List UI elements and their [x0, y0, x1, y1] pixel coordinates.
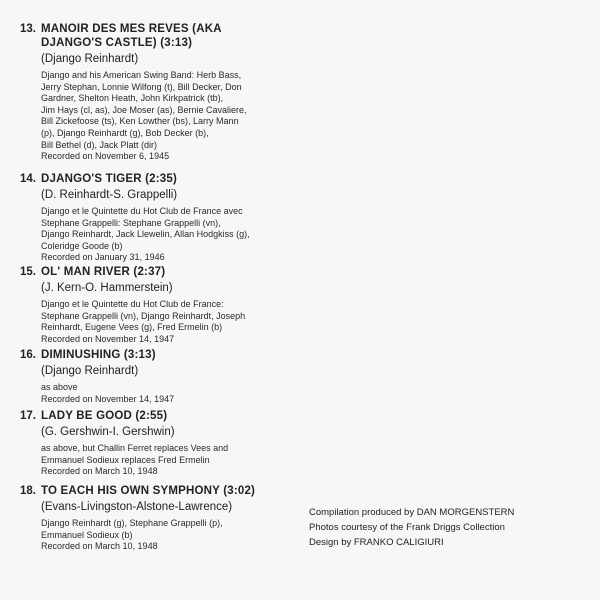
- track-17: [20, 409, 320, 478]
- track-title: OL' MAN RIVER (2:37): [41, 266, 166, 278]
- track-title: DIMINUSHING (3:13): [41, 349, 156, 361]
- track-details: as above, but Challin Ferret replaces Vees and Emmanuel Sodieux replaces Fred Ermelin Recorded on March 10, 1948: [41, 443, 229, 477]
- track-composer: (Evans-Livingston-Alstone-Lawrence): [41, 501, 233, 513]
- track-details: Django and his American Swing Band: Herb Bass, Jerry Stephan, Lonnie Wilfong (t), Bill Decker, Don Gardner, Shelton Heath, John Kirkpatrick (tb), Jim Hays (cl, as), Joe Moser (as), Bernie Cavaliere, Bill Zickefoose (ts), Ken Lowther (bs), Larry Mann (p), Django Reinhardt (g), Bob Decker (b), Bill Bethel (d), Jack Platt (dir) Recorded on November 6, 1945: [41, 70, 247, 162]
- track-title: MANOIR DES MES REVES (AKA DJANGO'S CASTLE) (3:13): [41, 23, 222, 49]
- track-number: 15.: [20, 266, 36, 278]
- compilation-credit: Compilation produced by DAN MORGENSTERN: [309, 507, 515, 518]
- track-details: Django et le Quintette du Hot Club de France: Stephane Grappelli (vn), Django Reinhardt, Joseph Reinhardt, Eugene Vees (g), Fred Ermelin (b) Recorded on November 14, 1947: [41, 299, 246, 344]
- photo-credit: Photos courtesy of the Frank Driggs Collection: [309, 522, 505, 533]
- track-title: LADY BE GOOD (2:55): [41, 410, 168, 422]
- track-15: [20, 265, 320, 345]
- track-18: [20, 484, 320, 553]
- track-composer: (J. Kern-O. Hammerstein): [41, 282, 173, 294]
- track-number: 13.: [20, 23, 36, 35]
- track-title: DJANGO'S TIGER (2:35): [41, 173, 178, 185]
- track-number: 14.: [20, 173, 36, 185]
- track-13: [20, 22, 320, 163]
- production-credits: [309, 505, 589, 550]
- track-composer: (D. Reinhardt-S. Grappelli): [41, 189, 178, 201]
- track-details: as above Recorded on November 14, 1947: [41, 382, 175, 404]
- track-16: [20, 348, 320, 405]
- track-details: Django et le Quintette du Hot Club de France avec Stephane Grappelli: Stephane Grappelli (vn), Django Reinhardt, Jack Llewelin, Allan Hodgkiss (g), Coleridge Goode (b) Recorded on January 31, 1946: [41, 206, 250, 263]
- track-details: Django Reinhardt (g), Stephane Grappelli (p), Emmanuel Sodieux (b) Recorded on March 10, 1948: [41, 518, 223, 552]
- track-number: 18.: [20, 485, 36, 497]
- track-title: TO EACH HIS OWN SYMPHONY (3:02): [41, 485, 256, 497]
- track-composer: (Django Reinhardt): [41, 365, 139, 377]
- design-credit: Design by FRANKO CALIGIURI: [309, 537, 444, 548]
- track-composer: (Django Reinhardt): [41, 53, 139, 65]
- track-number: 17.: [20, 410, 36, 422]
- track-composer: (G. Gershwin-I. Gershwin): [41, 426, 175, 438]
- track-number: 16.: [20, 349, 36, 361]
- track-14: [20, 172, 320, 264]
